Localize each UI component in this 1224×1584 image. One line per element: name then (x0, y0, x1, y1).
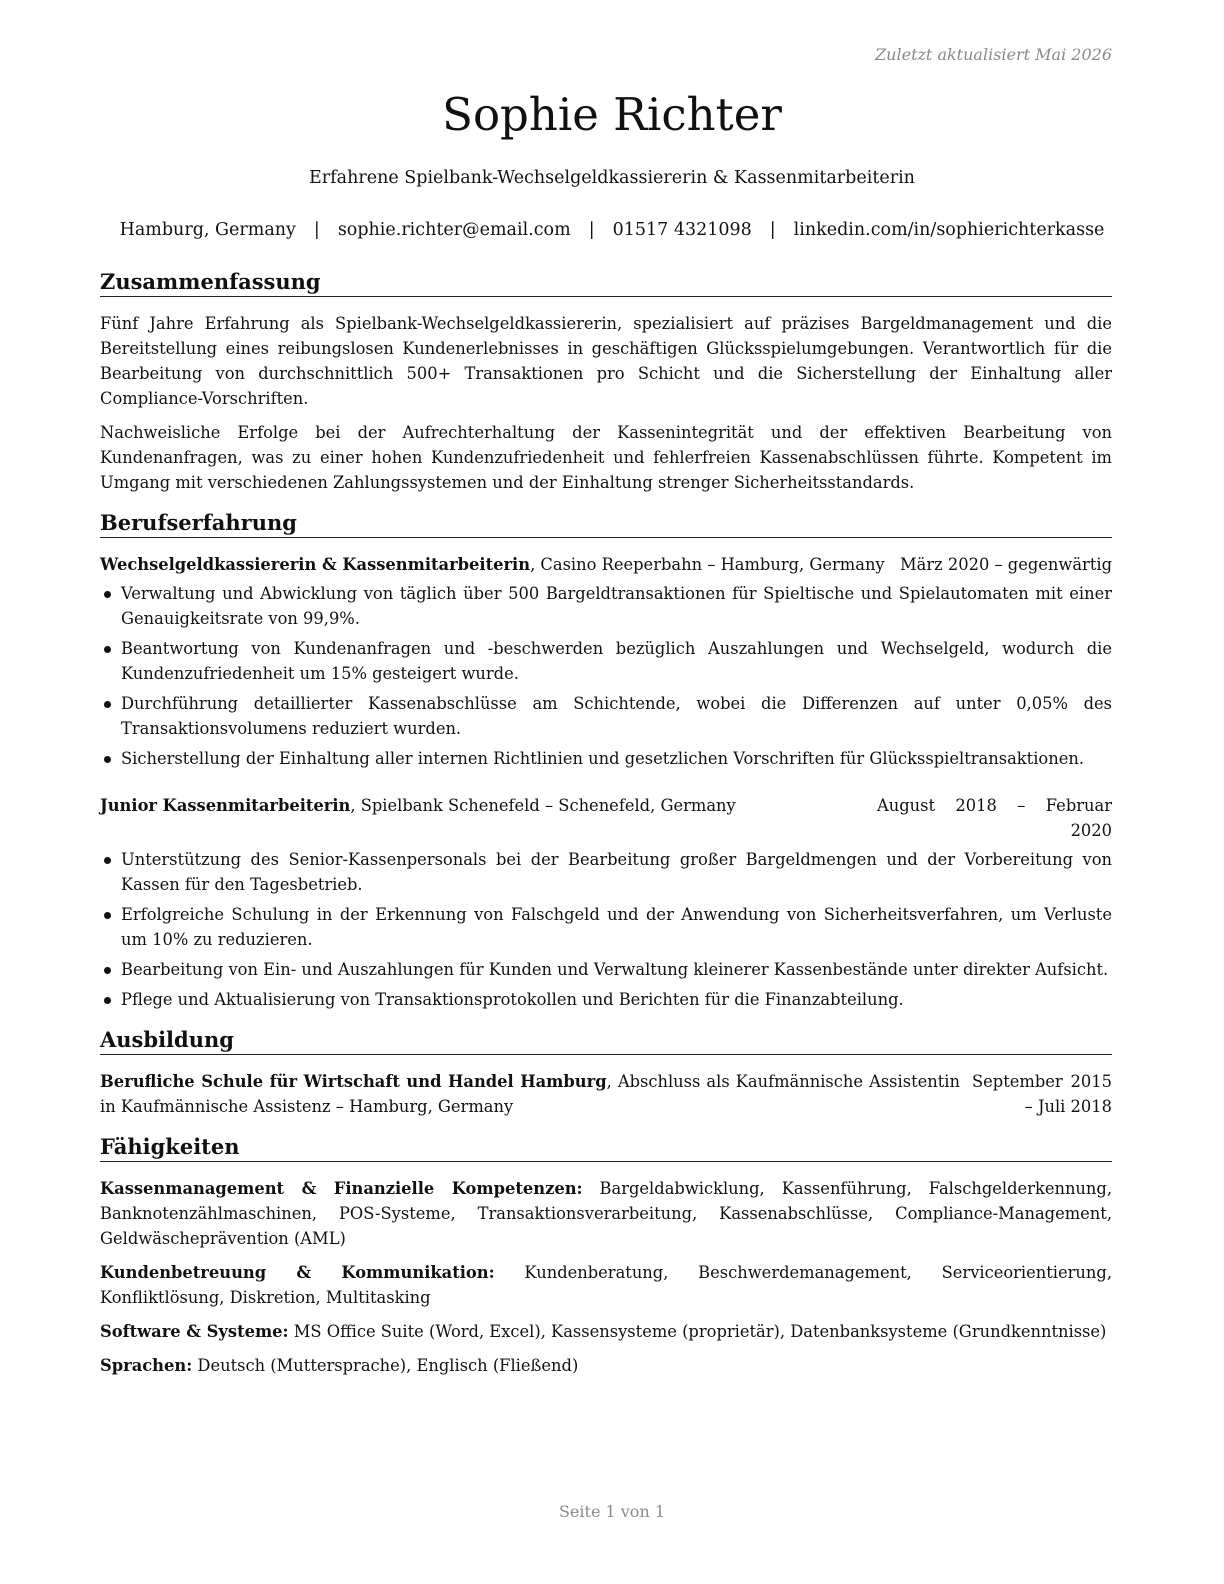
summary-paragraph: Nachweisliche Erfolge bei der Aufrechterhaltung der Kassenintegrität und der effektiven Bearbeitung von Kundenanfragen, was zu einer hohen Kundenzufriedenheit und fehlerfreien Kassenabschlüssen führte. Kompetent im Umgang mit verschiedenen Zahlungssystemen und der Einhaltung strenger Sicherheitsstandards. (100, 423, 1112, 492)
list-item: Durchführung detaillierter Kassenabschlüsse am Schichtende, wobei die Differenzen auf unter 0,05% des Transaktionsvolumens reduziert wurden. (100, 691, 1112, 741)
job-header (100, 793, 1112, 843)
contact-email[interactable]: sophie.richter@email.com (337, 220, 571, 240)
job-entry (100, 793, 1112, 1012)
job-title-line (100, 552, 900, 577)
summary-section (100, 268, 1112, 495)
contact-linkedin[interactable]: linkedin.com/in/sophierichterkasse (793, 220, 1105, 240)
job-bullets (100, 847, 1112, 1012)
education-line (100, 1069, 972, 1119)
job-title: Junior Kassenmitarbeiterin (100, 796, 351, 815)
section-heading-education: Ausbildung (100, 1026, 1112, 1055)
job-date: März 2020 – gegenwärtig (899, 555, 1112, 574)
list-item: Erfolgreiche Schulung in der Erkennung von Falschgeld und der Anwendung von Sicherheitsverfahren, um Verluste um 10% zu reduzieren. (100, 902, 1112, 952)
job-header (100, 552, 1112, 577)
section-heading-experience: Berufserfahrung (100, 509, 1112, 538)
list-item: Unterstützung des Senior-Kassenpersonals bei der Bearbeitung großer Bargeldmengen und der Vorbereitung von Kassen für den Tagesbetrieb. (100, 847, 1112, 897)
job-employer: , Spielbank Schenefeld – Schenefeld, Germany (350, 796, 736, 815)
skill-line (100, 1176, 1112, 1251)
page-number: Seite 1 von 1 (558, 1502, 666, 1521)
education-school: Berufliche Schule für Wirtschaft und Handel Hamburg (100, 1072, 607, 1091)
section-heading-summary: Zusammenfassung (100, 268, 1112, 297)
section-heading-skills: Fähigkeiten (100, 1133, 1112, 1162)
job-title-line (100, 793, 877, 818)
skill-text: MS Office Suite (Word, Excel), Kassensysteme (proprietär), Datenbanksysteme (Grundkenntnisse) (288, 1322, 1107, 1341)
skill-line (100, 1260, 1112, 1310)
contact-location: Hamburg, Germany (119, 220, 296, 240)
contact-line (0, 220, 1224, 240)
candidate-name: Sophie Richter (442, 88, 782, 141)
contact-separator: | (769, 220, 776, 240)
education-entry (100, 1069, 1112, 1119)
candidate-subtitle: Erfahrene Spielbank-Wechselgeldkassiererin & Kassenmitarbeiterin (309, 168, 915, 188)
skill-line (100, 1353, 1112, 1378)
list-item: Pflege und Aktualisierung von Transaktionsprotokollen und Berichten für die Finanzabteilung. (100, 987, 1112, 1012)
education-degree: , Abschluss als Kaufmännische Assistentin in Kaufmännische Assistenz – Hamburg, Germany (100, 1072, 961, 1116)
list-item: Sicherstellung der Einhaltung aller internen Richtlinien und gesetzlichen Vorschriften für Glücksspieltransaktionen. (100, 746, 1112, 771)
education-section (100, 1026, 1112, 1119)
skill-text: Bargeldabwicklung, Kassenführung, Falschgelderkennung, Banknotenzählmaschinen, POS-Systeme, Transaktionsverarbeitung, Kassenabschlüsse, Compliance-Management, Geldwäscheprävention (AML) (100, 1179, 1112, 1248)
job-entry (100, 552, 1112, 771)
skill-text: Kundenberatung, Beschwerdemanagement, Serviceorientierung, Konfliktlösung, Diskretion, Multitasking (100, 1263, 1113, 1307)
job-bullets (100, 581, 1112, 771)
job-date: August 2018 – Februar 2020 (877, 796, 1112, 840)
skill-label: Kassenmanagement & Finanzielle Kompetenzen: (100, 1179, 583, 1198)
last-updated-note: Zuletzt aktualisiert Mai 2026 (875, 45, 1112, 64)
list-item: Beantwortung von Kundenanfragen und -beschwerden bezüglich Auszahlungen und Wechselgeld, wodurch die Kundenzufriedenheit um 15% gesteigert wurde. (100, 636, 1112, 686)
skill-line (100, 1319, 1112, 1344)
education-date: September 2015 – Juli 2018 (972, 1072, 1112, 1116)
contact-phone: 01517 4321098 (612, 220, 752, 240)
list-item: Verwaltung und Abwicklung von täglich über 500 Bargeldtransaktionen für Spieltische und Spielautomaten mit einer Genauigkeitsrate von 99,9%. (100, 581, 1112, 631)
contact-separator: | (588, 220, 595, 240)
experience-section (100, 509, 1112, 1012)
resume-body (100, 268, 1112, 1392)
summary-paragraph: Fünf Jahre Erfahrung als Spielbank-Wechselgeldkassiererin, spezialisiert auf präzises Bargeldmanagement und die Bereitstellung eines reibungslosen Kundenerlebnisses in geschäftigen Glücksspielumgebungen. Verantwortlich für die Bearbeitung von durchschnittlich 500+ Transaktionen pro Schicht und die Sicherstellung der Einhaltung aller Compliance-Vorschriften. (100, 314, 1112, 408)
contact-separator: | (313, 220, 320, 240)
list-item: Bearbeitung von Ein- und Auszahlungen für Kunden und Verwaltung kleinerer Kassenbestände unter direkter Aufsicht. (100, 957, 1112, 982)
job-employer: , Casino Reeperbahn – Hamburg, Germany (530, 555, 885, 574)
skill-text: Deutsch (Muttersprache), Englisch (Fließend) (192, 1356, 579, 1375)
job-title: Wechselgeldkassiererin & Kassenmitarbeiterin (100, 555, 531, 574)
skills-section (100, 1133, 1112, 1378)
skill-label: Sprachen: (100, 1356, 193, 1375)
skill-label: Kundenbetreuung & Kommunikation: (100, 1263, 495, 1282)
skill-label: Software & Systeme: (100, 1322, 289, 1341)
